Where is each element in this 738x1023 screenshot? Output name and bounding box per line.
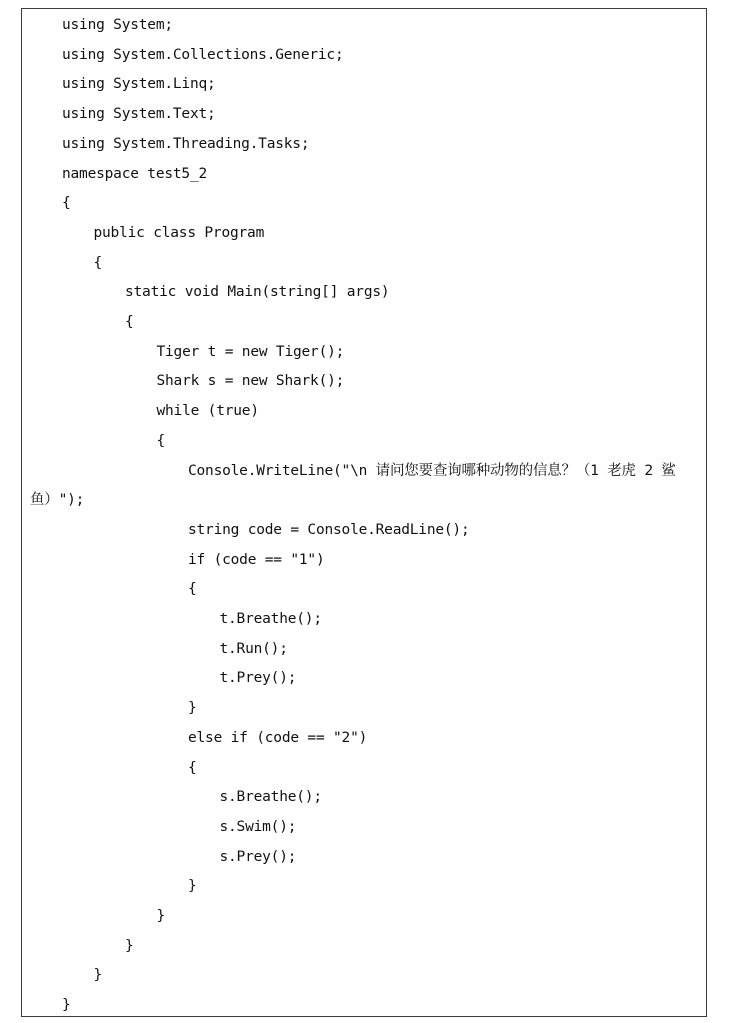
code-line: using System; xyxy=(62,17,173,33)
code-line: using System.Text; xyxy=(62,106,216,123)
code-line: Console.WriteLine("\n 请问您要查询哪种动物的信息？（1 老虎 2 鲨 xyxy=(188,462,676,479)
code-line: else if (code == "2") xyxy=(188,729,368,746)
code-line: { xyxy=(188,581,197,598)
code-line: s.Swim(); xyxy=(219,818,297,835)
code-line: { xyxy=(188,759,197,776)
code-line: using System.Threading.Tasks; xyxy=(62,135,310,152)
code-line: t.Run(); xyxy=(219,640,288,657)
code-line: } xyxy=(62,997,71,1014)
code-line: namespace test5_2 xyxy=(62,165,208,182)
code-line: } xyxy=(188,878,197,895)
code-line: } xyxy=(93,967,103,984)
code-line: { xyxy=(125,314,134,330)
code-line: string code = Console.ReadLine(); xyxy=(188,521,470,538)
code-line: Shark s = new Shark(); xyxy=(156,373,345,390)
code-listing-frame xyxy=(21,8,707,1017)
code-line: if (code == "1") xyxy=(188,551,325,568)
code-line: } xyxy=(156,908,166,924)
code-line: { xyxy=(62,195,71,212)
code-line: t.Prey(); xyxy=(219,670,297,687)
code-line: static void Main(string[] args) xyxy=(125,284,390,301)
code-line: using System.Collections.Generic; xyxy=(62,46,344,63)
code-line: while (true) xyxy=(156,403,259,420)
code-line: t.Breathe(); xyxy=(219,611,322,627)
code-line: } xyxy=(188,700,197,717)
code-line: 鱼）"); xyxy=(30,492,85,509)
code-line: s.Breathe(); xyxy=(219,789,322,806)
code-line: { xyxy=(156,432,166,449)
code-line: public class Program xyxy=(93,224,265,241)
code-line: s.Prey(); xyxy=(219,848,297,865)
code-line: { xyxy=(93,254,103,271)
code-line: Tiger t = new Tiger(); xyxy=(156,343,345,360)
code-line: } xyxy=(125,937,134,954)
code-line: using System.Linq; xyxy=(62,76,216,93)
